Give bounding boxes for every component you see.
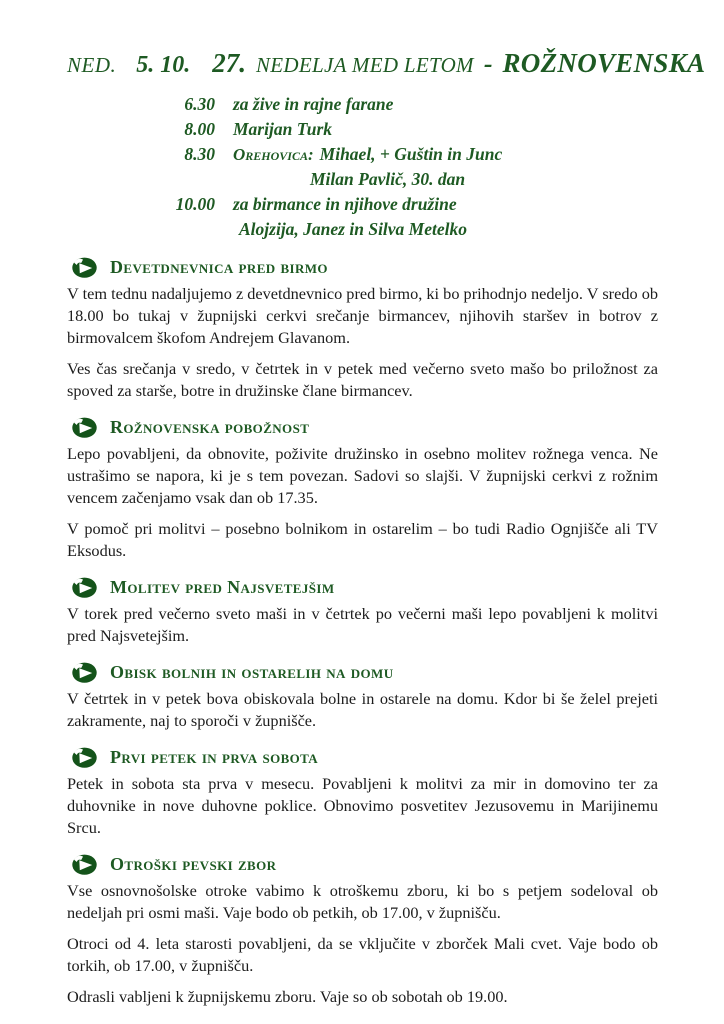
header-number: 27.	[212, 48, 246, 78]
section-heading-row	[67, 575, 658, 599]
section-heading-row	[67, 745, 658, 769]
mass-schedule	[67, 92, 658, 242]
section-heading: Otroški pevski zbor	[110, 854, 277, 874]
section-otroski-pevski-zbor	[67, 852, 658, 1008]
schedule-text: za birmance in njihove družine	[233, 194, 457, 214]
paragraph: V četrtek in v petek bova obiskovala bolne in ostarele na domu. Kdor bi še želel prejeti zakramente, naj to sporoči v župnišče.	[67, 689, 658, 730]
schedule-intention: Mihael, + Guštin in Junc	[319, 144, 503, 164]
schedule-time	[67, 217, 215, 242]
schedule-text: Milan Pavlič, 30. dan	[310, 169, 466, 189]
schedule-text: Alojzija, Janez in Silva Metelko	[239, 219, 468, 239]
paragraph: V tem tednu nadaljujemo z devetdnevnico pred birmo, ki bo prihodnjo nedeljo. V sredo ob 18.00 bo tukaj v župnijski cerkvi srečanje birmancev, njihovih staršev in botrov z birmovalcem škofom Andrejem Glavanom.	[67, 284, 658, 347]
schedule-row	[67, 192, 658, 217]
section-heading-row	[67, 415, 658, 439]
schedule-text: Marijan Turk	[233, 119, 333, 139]
section-heading-row	[67, 255, 658, 279]
schedule-row	[67, 142, 658, 167]
schedule-row	[67, 92, 658, 117]
section-heading: Devetdnevnica pred birmo	[110, 257, 328, 277]
section-heading: Molitev pred Najsvetejšim	[110, 577, 335, 597]
schedule-time	[67, 167, 215, 192]
schedule-place-label: Orehovica:	[233, 145, 314, 164]
section-prvi-petek	[67, 745, 658, 839]
header-date: 5. 10.	[136, 52, 191, 78]
arrow-circle-icon	[72, 577, 97, 598]
paragraph: Ves čas srečanja v sredo, v četrtek in v petek med večerno sveto mašo bo priložnost za spoved za starše, botre in družinske člane birmancev.	[67, 359, 658, 400]
header-title: NEDELJA MED LETOM	[256, 53, 474, 77]
header-dash: -	[483, 49, 493, 78]
paragraph: Otroci od 4. leta starosti povabljeni, da se vključite v zborček Mali cvet. Vaje bodo ob torkih, ob 17.00, v župnišču.	[67, 934, 658, 975]
section-obisk-bolnih	[67, 660, 658, 732]
arrow-circle-icon	[72, 662, 97, 683]
schedule-time: 6.30	[184, 94, 215, 114]
arrow-circle-icon	[72, 854, 97, 875]
arrow-circle-icon	[72, 417, 97, 438]
paragraph: V torek pred večerno sveto maši in v četrtek po večerni maši lepo povabljeni k molitvi pred Najsvetejšim.	[67, 604, 658, 645]
header-subtitle: ROŽNOVENSKA	[502, 48, 706, 78]
arrow-circle-icon	[72, 257, 97, 278]
schedule-row	[67, 217, 658, 242]
section-heading: Rožnovenska pobožnost	[110, 417, 310, 437]
schedule-row	[67, 167, 658, 192]
page-title	[67, 46, 706, 85]
paragraph: Lepo povabljeni, da obnovite, poživite družinsko in osebno molitev rožnega venca. Ne ustrašimo se napora, ki je s tem povezan. Sadovi so slajši. V župnijski cerkvi z rožnim vencem začenjamo vsak dan ob 17.35.	[67, 444, 658, 507]
paragraph: Vse osnovnošolske otroke vabimo k otroškemu zboru, ki bo s petjem sodeloval ob nedeljah pri osmi maši. Vaje bodo ob petkih, ob 17.00, v župnišču.	[67, 881, 658, 922]
paragraph: V pomoč pri molitvi – posebno bolnikom in ostarelim – bo tudi Radio Ognjišče ali TV Eksodus.	[67, 519, 658, 560]
section-heading-row	[67, 852, 658, 876]
schedule-row	[67, 117, 658, 142]
schedule-time: 8.30	[184, 144, 215, 164]
section-heading-row	[67, 660, 658, 684]
schedule-time: 10.00	[175, 194, 215, 214]
section-molitev-pred-najsvetejsim	[67, 575, 658, 647]
schedule-text: za žive in rajne farane	[233, 94, 394, 114]
section-heading: Obisk bolnih in ostarelih na domu	[110, 662, 394, 682]
section-heading: Prvi petek in prva sobota	[110, 747, 319, 767]
section-devetdnevnica	[67, 255, 658, 402]
schedule-time: 8.00	[184, 119, 215, 139]
paragraph: Odrasli vabljeni k župnijskemu zboru. Vaje so ob sobotah ob 19.00.	[67, 987, 508, 1006]
header-day: NED.	[67, 53, 117, 77]
schedule-text	[233, 142, 502, 167]
section-roznovenska-poboznost	[67, 415, 658, 562]
arrow-circle-icon	[72, 747, 97, 768]
paragraph: Petek in sobota sta prva v mesecu. Povabljeni k molitvi za mir in domovino ter za duhovnike in nove duhovne poklice. Obnovimo posvetitev Jezusovemu in Marijinemu Srcu.	[67, 774, 658, 837]
